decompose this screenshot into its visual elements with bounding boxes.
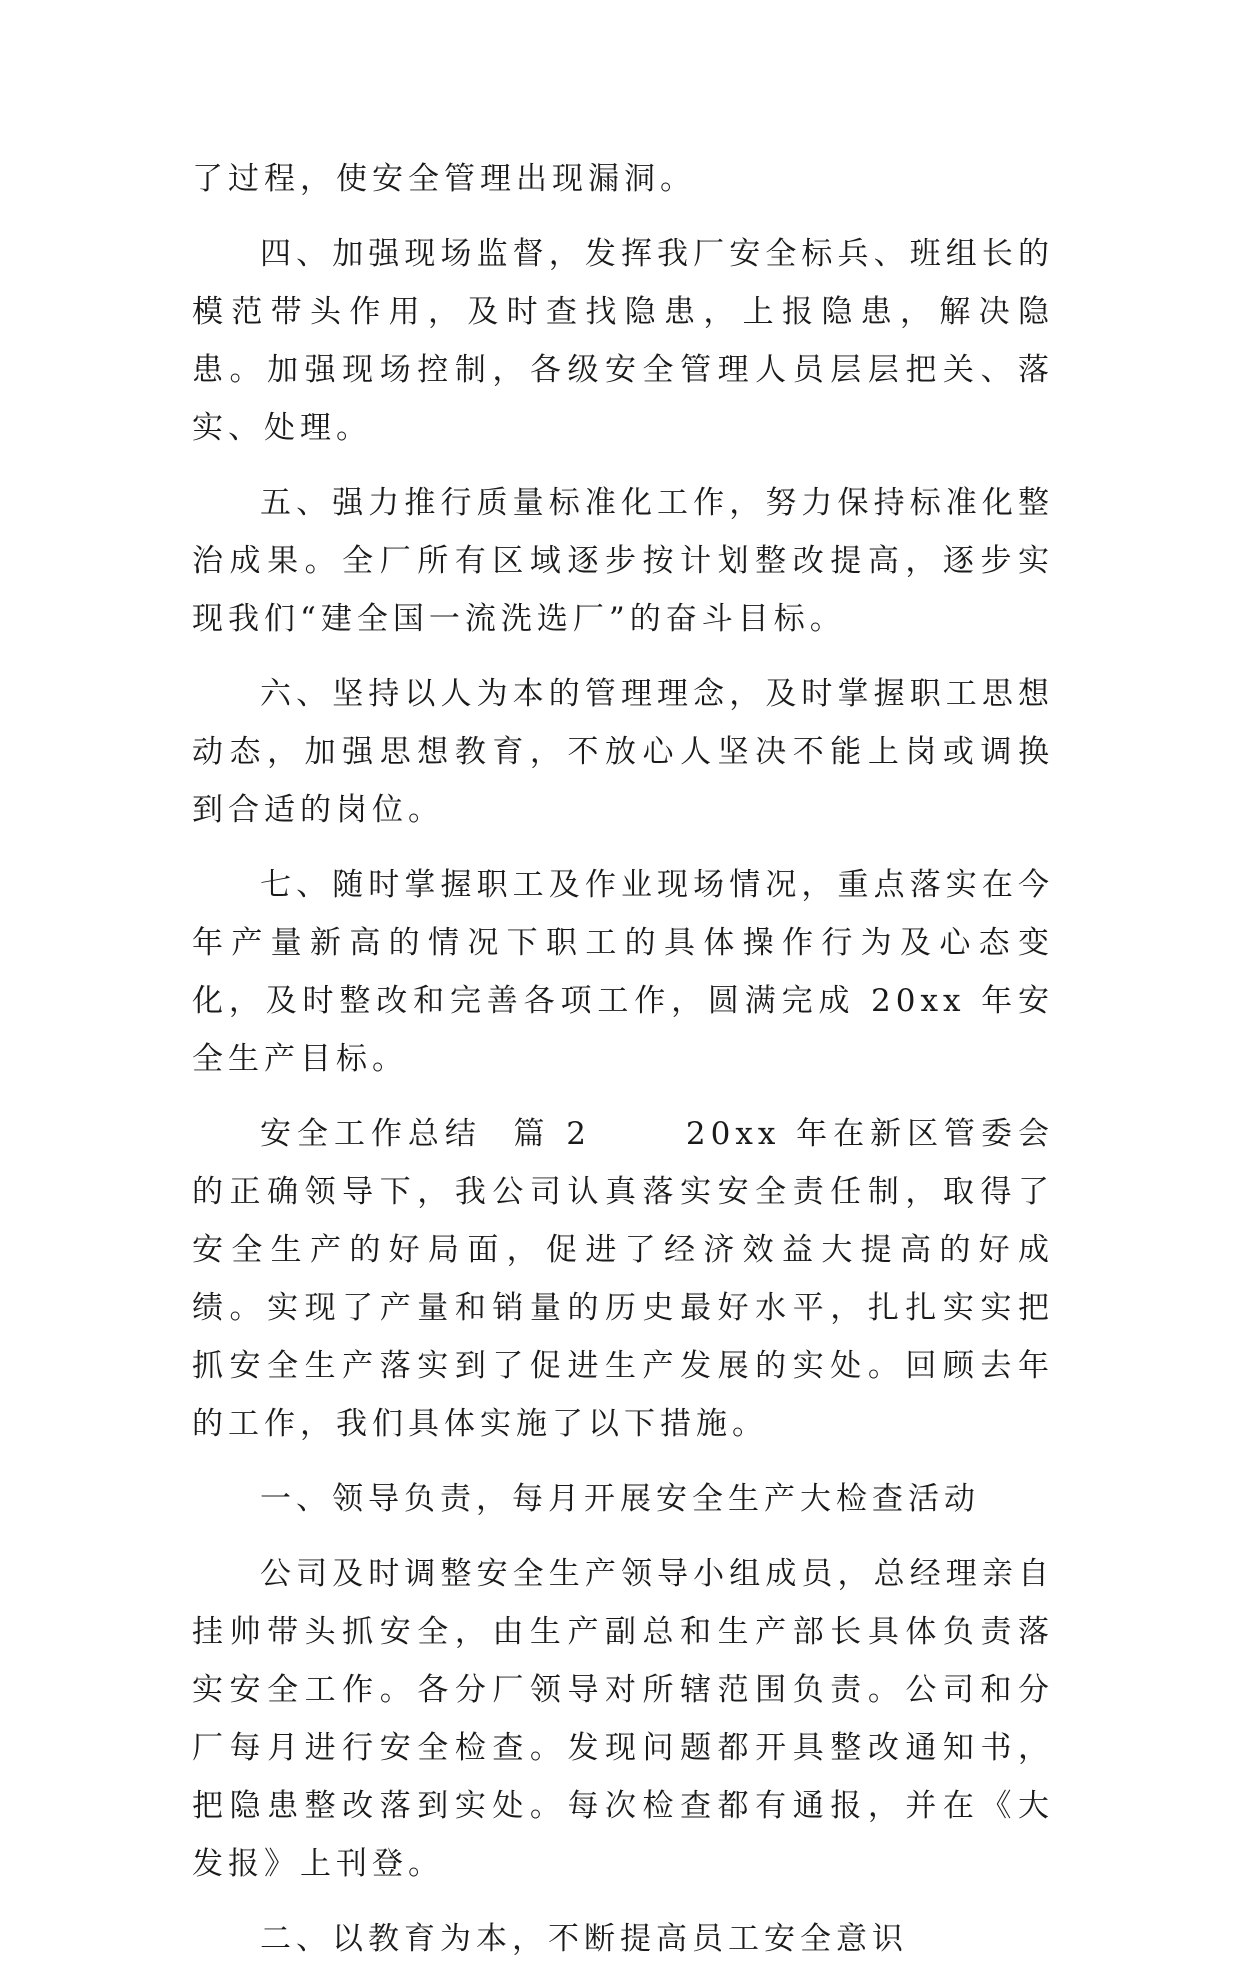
paragraph-continuation: 了过程，使安全管理出现漏洞。 [192,161,696,197]
paragraph-heading-2: 二、以教育为本，不断提高员工安全意识 [260,1921,908,1957]
paragraph-body-1: 公司及时调整安全生产领导小组成员，总经理亲自挂帅带头抓安全，由生产副总和生产部长具体负责落实安全工作。各分厂领导对所辖范围负责。公司和分厂每月进行安全检查。发现问题都开具整改通知书，把隐患整改落到实处。每次检查都有通报，并在《大发报》上刊登。 [192,1556,1054,1882]
paragraph-item-4: 四、加强现场监督，发挥我厂安全标兵、班组长的模范带头作用，及时查找隐患，上报隐患，解决隐患。加强现场控制，各级安全管理人员层层把关、落实、处理。 [192,236,1054,446]
paragraph-item-5: 五、强力推行质量标准化工作，努力保持标准化整治成果。全厂所有区域逐步按计划整改提高，逐步实现我们“建全国一流洗选厂”的奋斗目标。 [192,485,1054,637]
paragraph-item-6: 六、坚持以人为本的管理理念，及时掌握职工思想动态，加强思想教育，不放心人坚决不能上岗或调换到合适的岗位。 [192,676,1054,828]
document-page [192,150,1054,1985]
paragraph-item-7: 七、随时掌握职工及作业现场情况，重点落实在今年产量新高的情况下职工的具体操作行为及心态变化，及时整改和完善各项工作，圆满完成 20xx 年安全生产目标。 [192,867,1054,1077]
paragraph-section-2-intro: 安全工作总结 篇 2 20xx 年在新区管委会的正确领导下，我公司认真落实安全责任制，取得了安全生产的好局面，促进了经济效益大提高的好成绩。实现了产量和销量的历史最好水平，扎扎实实把抓安全生产落实到了促进生产发展的实处。回顾去年的工作，我们具体实施了以下措施。 [192,1116,1054,1442]
paragraph-heading-1: 一、领导负责，每月开展安全生产大检查活动 [260,1481,980,1517]
